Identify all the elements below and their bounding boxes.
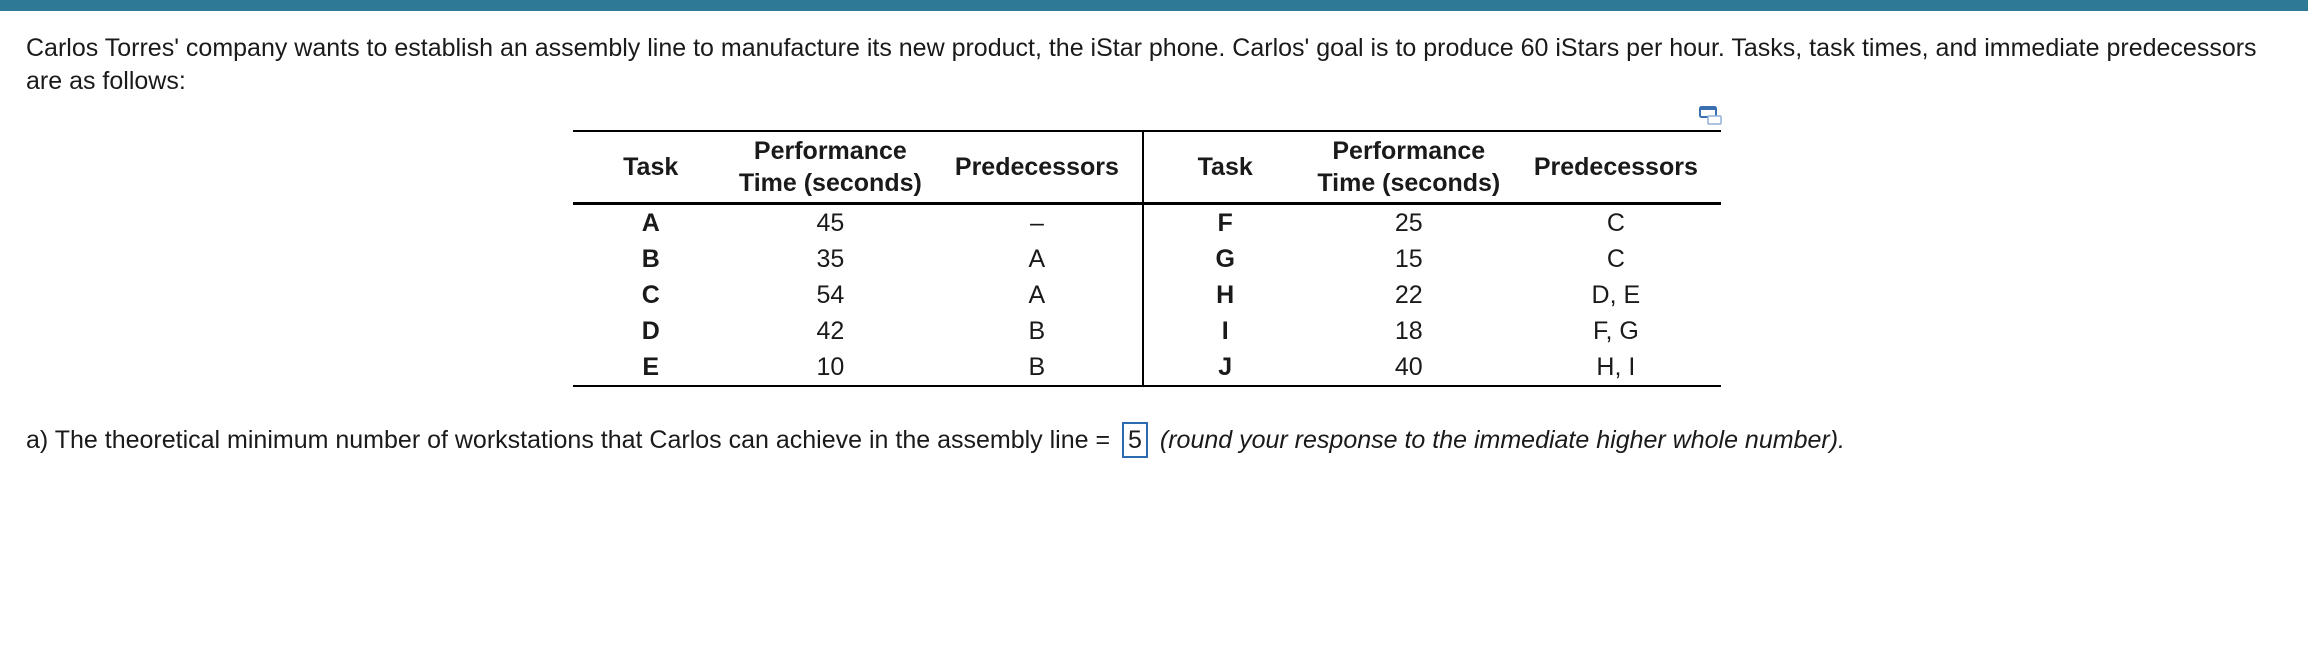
predecessor-cell: D, E xyxy=(1591,280,1641,309)
table-row xyxy=(573,349,1721,386)
predecessor-cell: C xyxy=(1606,244,1625,273)
time-cell: 35 xyxy=(816,244,845,273)
table-row xyxy=(573,204,1721,242)
task-cell: I xyxy=(1221,316,1229,345)
predecessor-cell: F, G xyxy=(1592,316,1639,345)
header-time-line2: Time (seconds) xyxy=(738,169,922,197)
predecessor-cell: A xyxy=(932,241,1142,277)
task-cell: G xyxy=(1215,244,1235,273)
time-cell: 40 xyxy=(1394,352,1423,381)
header-time-line1: Performance xyxy=(753,137,907,165)
predecessor-cell: H, I xyxy=(1596,352,1636,381)
time-cell: 18 xyxy=(1394,316,1423,345)
task-cell: E xyxy=(642,352,660,381)
rounding-hint: (round your response to the immediate higher whole number). xyxy=(1159,426,1845,454)
top-accent-bar xyxy=(0,0,2308,11)
time-cell: 15 xyxy=(1394,244,1423,273)
task-table xyxy=(573,130,1721,387)
answer-input[interactable]: 5 xyxy=(1122,422,1148,458)
expand-table-icon[interactable] xyxy=(1698,104,1724,126)
task-cell: A xyxy=(641,208,660,237)
table-row xyxy=(573,241,1721,277)
predecessor-cell: B xyxy=(932,313,1142,349)
time-cell: 10 xyxy=(816,352,845,381)
task-cell: F xyxy=(1217,208,1233,237)
header-time-2 xyxy=(1307,131,1511,204)
time-cell: 22 xyxy=(1394,280,1423,309)
problem-statement: Carlos Torres' company wants to establish an assembly line to manufacture its new product, the iStar phone. Carlos' goal is to produce 60 iStars per hour. Tasks, task times, and immediate predecessors are as follows: xyxy=(26,34,2257,95)
predecessor-cell: – xyxy=(932,204,1142,242)
table-header-row xyxy=(573,131,1721,204)
task-cell: D xyxy=(641,316,660,345)
time-cell: 45 xyxy=(816,208,845,237)
header-predecessors-2: Predecessors xyxy=(1533,153,1698,181)
task-cell: B xyxy=(641,244,660,273)
time-cell: 54 xyxy=(816,280,845,309)
task-cell: J xyxy=(1218,352,1233,381)
task-cell: C xyxy=(641,280,660,309)
header-time-line2: Time (seconds) xyxy=(1317,169,1501,197)
predecessor-cell: A xyxy=(932,277,1142,313)
time-cell: 42 xyxy=(816,316,845,345)
time-cell: 25 xyxy=(1394,208,1423,237)
predecessor-cell: C xyxy=(1606,208,1625,237)
table-row xyxy=(573,277,1721,313)
header-predecessors-1: Predecessors xyxy=(932,131,1142,204)
header-task-2: Task xyxy=(1197,153,1253,181)
task-cell: H xyxy=(1216,280,1235,309)
header-time-line1: Performance xyxy=(1332,137,1486,165)
header-time-1 xyxy=(728,131,932,204)
predecessor-cell: B xyxy=(932,349,1142,386)
table-row xyxy=(573,313,1721,349)
header-task-1: Task xyxy=(623,153,679,181)
question-prefix: a) The theoretical minimum number of workstations that Carlos can achieve in the assembly line = xyxy=(26,426,1111,454)
question-a xyxy=(26,422,1845,458)
